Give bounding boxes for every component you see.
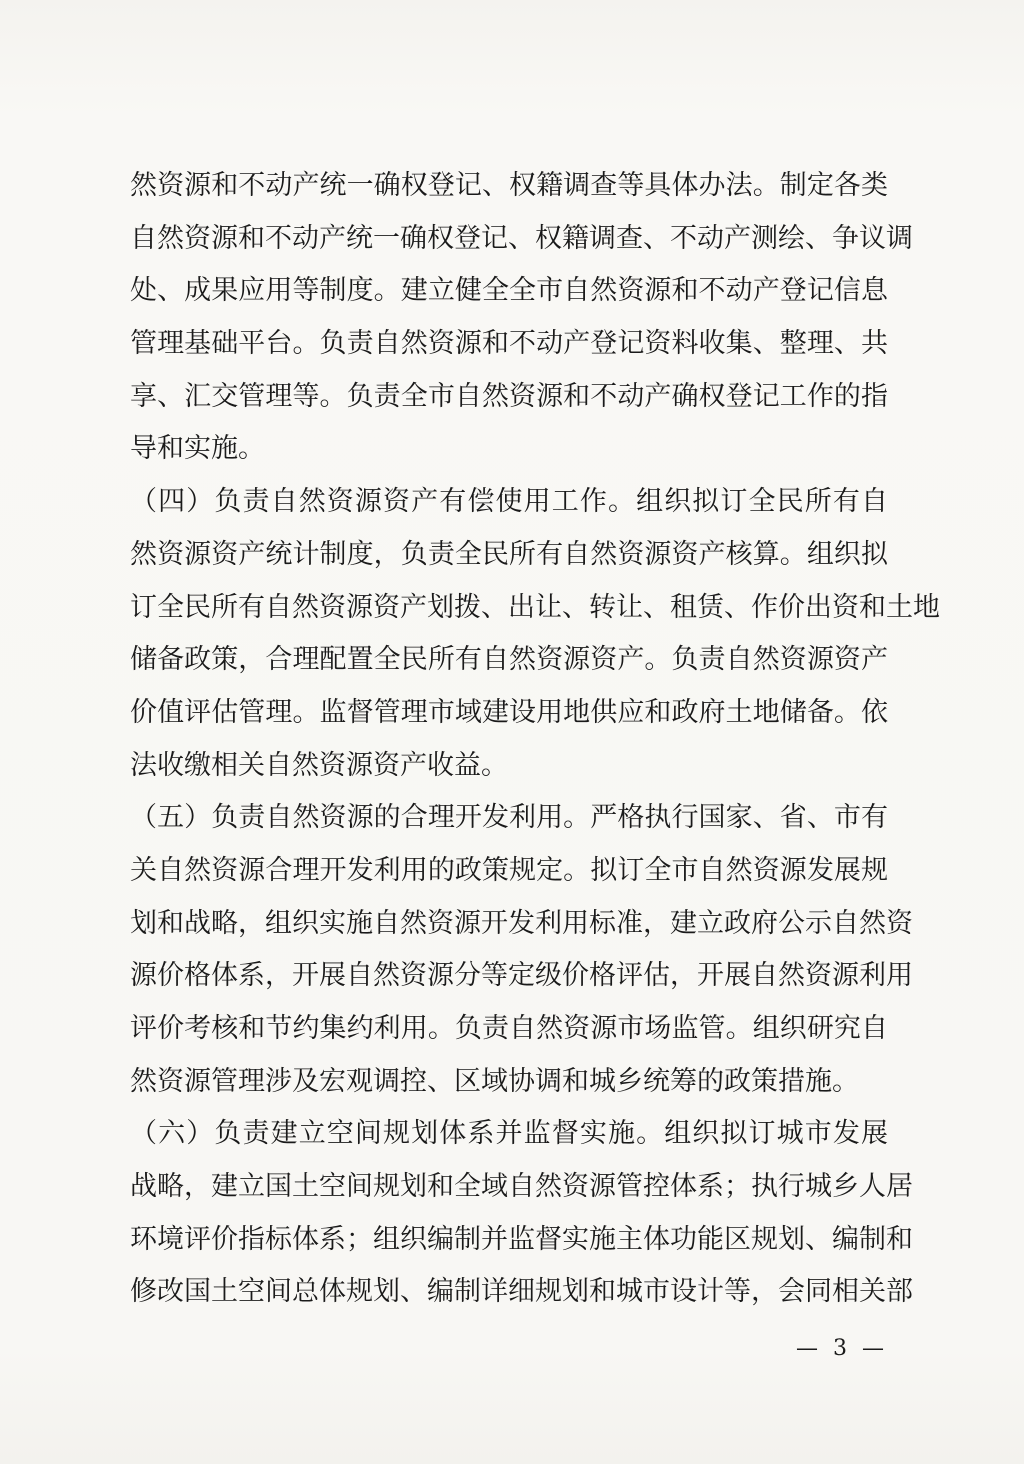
text-line: 关自然资源合理开发利用的政策规定。拟订全市自然资源发展规 — [130, 854, 888, 886]
text-line: 战略，建立国土空间规划和全域自然资源管控体系；执行城乡人居 — [130, 1171, 913, 1203]
text-line: 划和战略，组织实施自然资源开发利用标准，建立政府公示自然资 — [130, 907, 913, 939]
text-line: 储备政策，合理配置全民所有自然资源资产。负责自然资源资产 — [130, 644, 888, 676]
text-line: 享、汇交管理等。负责全市自然资源和不动产确权登记工作的指 — [130, 380, 888, 412]
page-number: — 3 — — [796, 1336, 888, 1361]
text-line: 然资源资产统计制度，负责全民所有自然资源资产核算。组织拟 — [130, 538, 888, 570]
text-line: 然资源管理涉及宏观调控、区域协调和城乡统筹的政策措施。 — [130, 1065, 859, 1097]
text-line: （四）负责自然资源资产有偿使用工作。组织拟订全民所有自 — [130, 486, 888, 518]
text-line: （六）负责建立空间规划体系并监督实施。组织拟订城市发展 — [130, 1118, 888, 1150]
text-line: 管理基础平台。负责自然资源和不动产登记资料收集、整理、共 — [130, 328, 888, 360]
text-line: 修改国土空间总体规划、编制详细规划和城市设计等，会同相关部 — [130, 1276, 913, 1308]
text-line: 源价格体系，开展自然资源分等定级价格评估，开展自然资源利用 — [130, 960, 913, 992]
text-line: 处、成果应用等制度。建立健全全市自然资源和不动产登记信息 — [130, 275, 888, 307]
text-line: 环境评价指标体系；组织编制并监督实施主体功能区规划、编制和 — [130, 1223, 913, 1255]
text-line: 导和实施。 — [130, 433, 265, 465]
document-body — [130, 160, 940, 1319]
text-line: 自然资源和不动产统一确权登记、权籍调查、不动产测绘、争议调 — [130, 222, 913, 254]
text-line: 评价考核和节约集约利用。负责自然资源市场监管。组织研究自 — [130, 1013, 888, 1044]
text-line: 法收缴相关自然资源资产收益。 — [130, 749, 508, 781]
text-line: 然资源和不动产统一确权登记、权籍调查等具体办法。制定各类 — [130, 170, 888, 201]
text-line: 价值评估管理。监督管理市域建设用地供应和政府土地储备。依 — [130, 696, 888, 728]
text-line: 订全民所有自然资源资产划拨、出让、转让、租赁、作价出资和土地 — [130, 591, 940, 623]
text-line: （五）负责自然资源的合理开发利用。严格执行国家、省、市有 — [130, 802, 888, 834]
